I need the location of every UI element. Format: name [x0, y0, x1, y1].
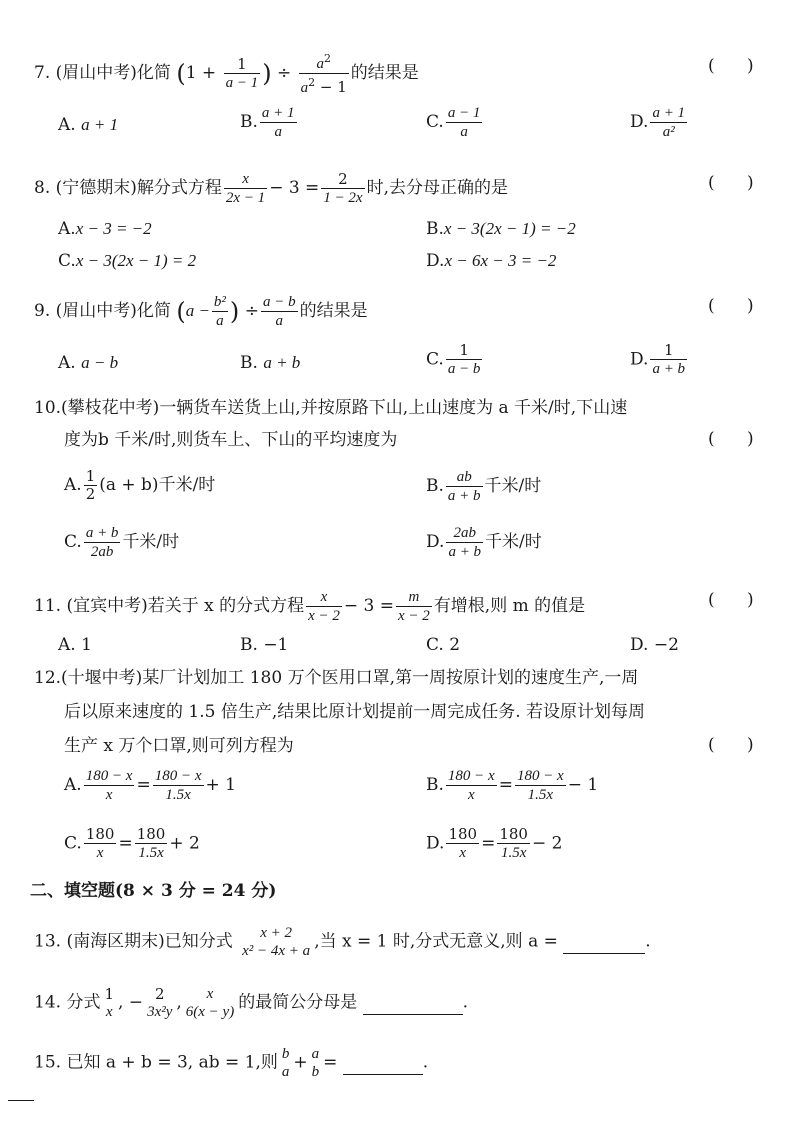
- q13-answer-blank[interactable]: [563, 931, 645, 954]
- left-paren: (: [176, 297, 186, 326]
- q12-option-a: A. $\frac{180 - x}{x}$ = $\frac{180 - x}{1.5x}$ + 1: [64, 768, 236, 803]
- q12-number: 12.: [34, 668, 62, 688]
- q11-lead: 若关于 x 的分式方程: [147, 596, 305, 616]
- q14-lead: 分式: [66, 992, 101, 1013]
- q11-option-b: B. −1: [240, 635, 289, 655]
- q12-answer-paren: ( ): [708, 735, 754, 755]
- q12-option-c: C. $\frac{180}{x}$ = $\frac{180}{1.5x}$ + 2: [64, 825, 200, 861]
- q15-fraction-1: b a: [281, 1046, 290, 1080]
- q8-fraction-2: $\frac{2}{1 - 2x}$: [323, 169, 363, 206]
- q13-number: 13.: [34, 931, 62, 952]
- q9-option-d: D. $\frac{1}{a + b}$: [630, 341, 686, 377]
- q8-fraction-1: $\frac{x}{2x - 1}$: [225, 171, 266, 206]
- q8-source: (宁德期末): [55, 178, 137, 198]
- q11-option-c: C. 2: [426, 635, 461, 655]
- q7-number: 7.: [34, 63, 51, 83]
- q11-fraction-2: $\frac{m}{x - 2}$: [398, 589, 430, 624]
- q7-one-plus: 1 +: [185, 63, 217, 83]
- q10-line-2: 度为b 千米/时,则货车上、下山的平均速度为: [64, 430, 398, 450]
- q15-stem: 15. 已知 a + b = 3, ab = 1,则 b a + a b = .: [34, 1046, 429, 1080]
- q10-line-1: 10.(攀枝花中考)一辆货车送货上山,并按原路下山,上山速度为 a 千米/时,下山速: [34, 398, 628, 418]
- q11-mid: − 3 =: [343, 596, 395, 616]
- q9-fraction-2: $\frac{a - b}{a}$: [262, 294, 296, 329]
- q11-number: 11.: [34, 596, 62, 616]
- q13-fraction: x + 2 x² − 4x + a: [242, 925, 311, 959]
- left-paren: (: [176, 59, 186, 88]
- q11-fraction-1: $\frac{x}{x - 2}$: [308, 589, 340, 624]
- q11-option-a: A. 1: [58, 635, 92, 655]
- q10-option-c: C. $\frac{a + b}{2ab}$ 千米/时: [64, 525, 180, 560]
- q7-option-d: D. $\frac{a + 1}{\text{a²}}$: [630, 105, 686, 140]
- q12-line-1: 12.(十堰中考)某厂计划加工 180 万个医用口罩,第一周按原计划的速度生产,一周: [34, 668, 639, 688]
- q9-div: ÷: [244, 301, 259, 321]
- right-paren: ): [262, 59, 272, 88]
- q11-source: (宜宾中考): [66, 596, 148, 616]
- q9-source: (眉山中考): [55, 301, 137, 321]
- q8-option-d: D.x − 6x − 3 = −2: [426, 251, 557, 271]
- q13-source: (南海区期末): [66, 931, 165, 952]
- q10-option-d: D. $\frac{2ab}{a + b}$ 千米/时: [426, 525, 542, 560]
- q7-fraction-1: $\frac{1}{a - 1}$: [225, 54, 259, 91]
- q15-answer-blank[interactable]: [343, 1052, 423, 1075]
- q7-option-a: A. a + 1: [58, 115, 119, 135]
- q12-line-3: 生产 x 万个口罩,则可列方程为: [64, 736, 294, 756]
- q7-option-c: C. $\frac{a - 1}{a}$: [426, 105, 481, 140]
- q10-answer-paren: ( ): [708, 429, 754, 449]
- q13-lead: 已知分式: [164, 931, 233, 952]
- q9-option-c: C. $\frac{1}{a - b}$: [426, 341, 481, 377]
- right-paren: ): [229, 297, 240, 326]
- q11-stem: [34, 588, 585, 625]
- q15-fraction-2: a b: [311, 1046, 320, 1080]
- q7-lead: 化简: [136, 63, 171, 83]
- q9-lead: 化简: [136, 301, 171, 321]
- q14-answer-blank[interactable]: [363, 992, 463, 1015]
- q10-source: (攀枝花中考): [61, 398, 160, 418]
- q10-option-a: A. $\frac{1}{2}$ (a + b)千米/时: [64, 467, 216, 503]
- q9-a-minus: a −: [185, 301, 210, 320]
- q10-number: 10.: [34, 398, 62, 418]
- q9-option-b: B. a + b: [240, 353, 301, 373]
- q13-tail: ,当 x = 1 时,分式无意义,则 a =: [314, 931, 558, 952]
- q11-answer-paren: ( ): [708, 590, 754, 610]
- q9-number: 9.: [34, 301, 51, 321]
- q7-option-b: B. $\frac{a + 1}{a}$: [240, 105, 295, 140]
- q8-mid: − 3 =: [269, 178, 320, 198]
- q12-source: (十堰中考): [61, 668, 143, 688]
- q12-option-b: B. $\frac{180 - x}{x}$ = $\frac{180 - x}{1.5x}$ − 1: [426, 768, 599, 803]
- q9-answer-paren: ( ): [708, 296, 754, 316]
- q14-fraction-2: 2 3x²y: [147, 984, 173, 1020]
- q15-lead: 已知 a + b = 3, ab = 1,则: [66, 1052, 278, 1073]
- q7-stem: [34, 50, 419, 97]
- page-footer-rule: [8, 1100, 34, 1101]
- q14-number: 14.: [34, 992, 62, 1013]
- q8-option-c: C.x − 3(2x − 1) = 2: [58, 251, 197, 271]
- q9-fraction-1: $\frac{\text{b²}}{a}$: [213, 294, 226, 329]
- q7-div: ÷: [276, 63, 292, 83]
- q12-option-d: D. $\frac{180}{x}$ = $\frac{180}{1.5x}$ − 2: [426, 825, 563, 861]
- section-fill-in-heading: 二、填空题(8 × 3 分 = 24 分): [30, 881, 277, 901]
- q8-option-a: A.x − 3 = −2: [58, 219, 152, 239]
- q9-stem: [34, 293, 368, 330]
- q11-option-d: D. −2: [630, 635, 679, 655]
- q8-answer-paren: ( ): [708, 173, 754, 193]
- q14-tail: 的最简公分母是: [238, 992, 358, 1013]
- q8-lead: 解分式方程: [136, 178, 222, 198]
- q7-answer-paren: ( ): [708, 56, 754, 76]
- q8-option-b: B.x − 3(2x − 1) = −2: [426, 219, 576, 239]
- q8-tail: 时,去分母正确的是: [366, 178, 508, 198]
- q7-tail: 的结果是: [350, 63, 419, 83]
- q7-fraction-2: $\frac{a^2}{a^2 - 1}$: [300, 52, 347, 96]
- q15-number: 15.: [34, 1052, 62, 1073]
- q14-fraction-1: 1 x: [104, 984, 114, 1020]
- q11-tail: 有增根,则 m 的值是: [433, 596, 586, 616]
- q12-line-2: 后以原来速度的 1.5 倍生产,结果比原计划提前一周完成任务. 若设原计划每周: [64, 702, 646, 722]
- q13-stem: 13. (南海区期末)已知分式 x + 2 x² − 4x + a ,当 x = 1 时,分式无意义,则 a = .: [34, 925, 651, 959]
- q9-tail: 的结果是: [299, 301, 368, 321]
- q14-fraction-3: x 6(x − y): [185, 986, 235, 1020]
- q7-source: (眉山中考): [55, 63, 137, 83]
- q8-stem: [34, 170, 508, 207]
- q10-option-b: B. $\frac{ab}{a + b}$ 千米/时: [426, 469, 542, 504]
- q9-option-a: A. a − b: [58, 353, 119, 373]
- q14-stem: 14. 分式 1 x , − 2 3x²y , x 6(x − y) 的最简公分母是 .: [34, 984, 469, 1020]
- q8-number: 8.: [34, 178, 51, 198]
